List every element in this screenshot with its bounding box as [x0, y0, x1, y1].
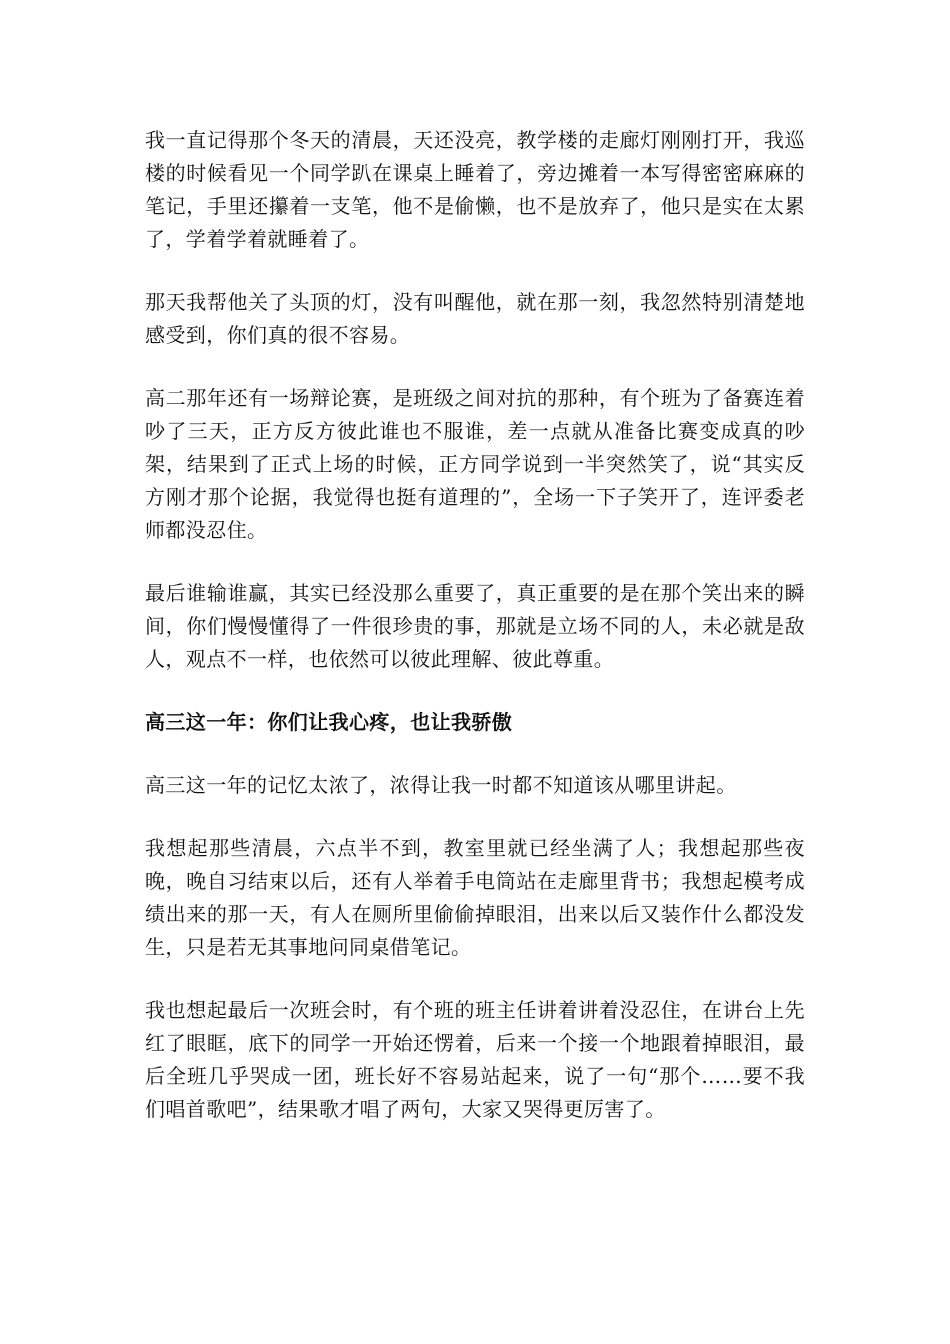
- paragraph: 那天我帮他关了头顶的灯，没有叫醒他，就在那一刻，我忽然特别清楚地感受到，你们真的很不容易。: [145, 290, 805, 347]
- section-heading: 高三这一年：你们让我心疼，也让我骄傲: [145, 710, 513, 734]
- paragraph: 最后谁输谁赢，其实已经没那么重要了，真正重要的是在那个笑出来的瞬间，你们慢慢懂得了一件很珍贵的事，那就是立场不同的人，未必就是敌人，观点不一样，也依然可以彼此理解、彼此尊重。: [145, 581, 805, 671]
- paragraph: 高三这一年的记忆太浓了，浓得让我一时都不知道该从哪里讲起。: [145, 773, 737, 797]
- paragraph: 高二那年还有一场辩论赛，是班级之间对抗的那种，有个班为了备赛连着吵了三天，正方反方彼此谁也不服谁，差一点就从准备比赛变成真的吵架，结果到了正式上场的时候，正方同学说到一半突然笑了，说“其实反方刚才那个论据，我觉得也挺有道理的”，全场一下子笑开了，连评委老师都没忍住。: [145, 386, 805, 542]
- document-body: [145, 124, 805, 1156]
- paragraph: 我也想起最后一次班会时，有个班的班主任讲着讲着没忍住，在讲台上先红了眼眶，底下的同学一开始还愣着，后来一个接一个地跟着掉眼泪，最后全班几乎哭成一团，班长好不容易站起来，说了一句“那个……要不我们唱首歌吧”，结果歌才唱了两句，大家又哭得更厉害了。: [145, 998, 805, 1121]
- paragraph: 我想起那些清晨，六点半不到，教室里就已经坐满了人；我想起那些夜晚，晚自习结束以后，还有人举着手电筒站在走廊里背书；我想起模考成绩出来的那一天，有人在厕所里偷偷掉眼泪，出来以后又装作什么都没发生，只是若无其事地问同桌借笔记。: [145, 836, 805, 959]
- paragraph: 我一直记得那个冬天的清晨，天还没亮，教学楼的走廊灯刚刚打开，我巡楼的时候看见一个同学趴在课桌上睡着了，旁边摊着一本写得密密麻麻的笔记，手里还攥着一支笔，他不是偷懒，也不是放弃了，他只是实在太累了，学着学着就睡着了。: [145, 128, 805, 251]
